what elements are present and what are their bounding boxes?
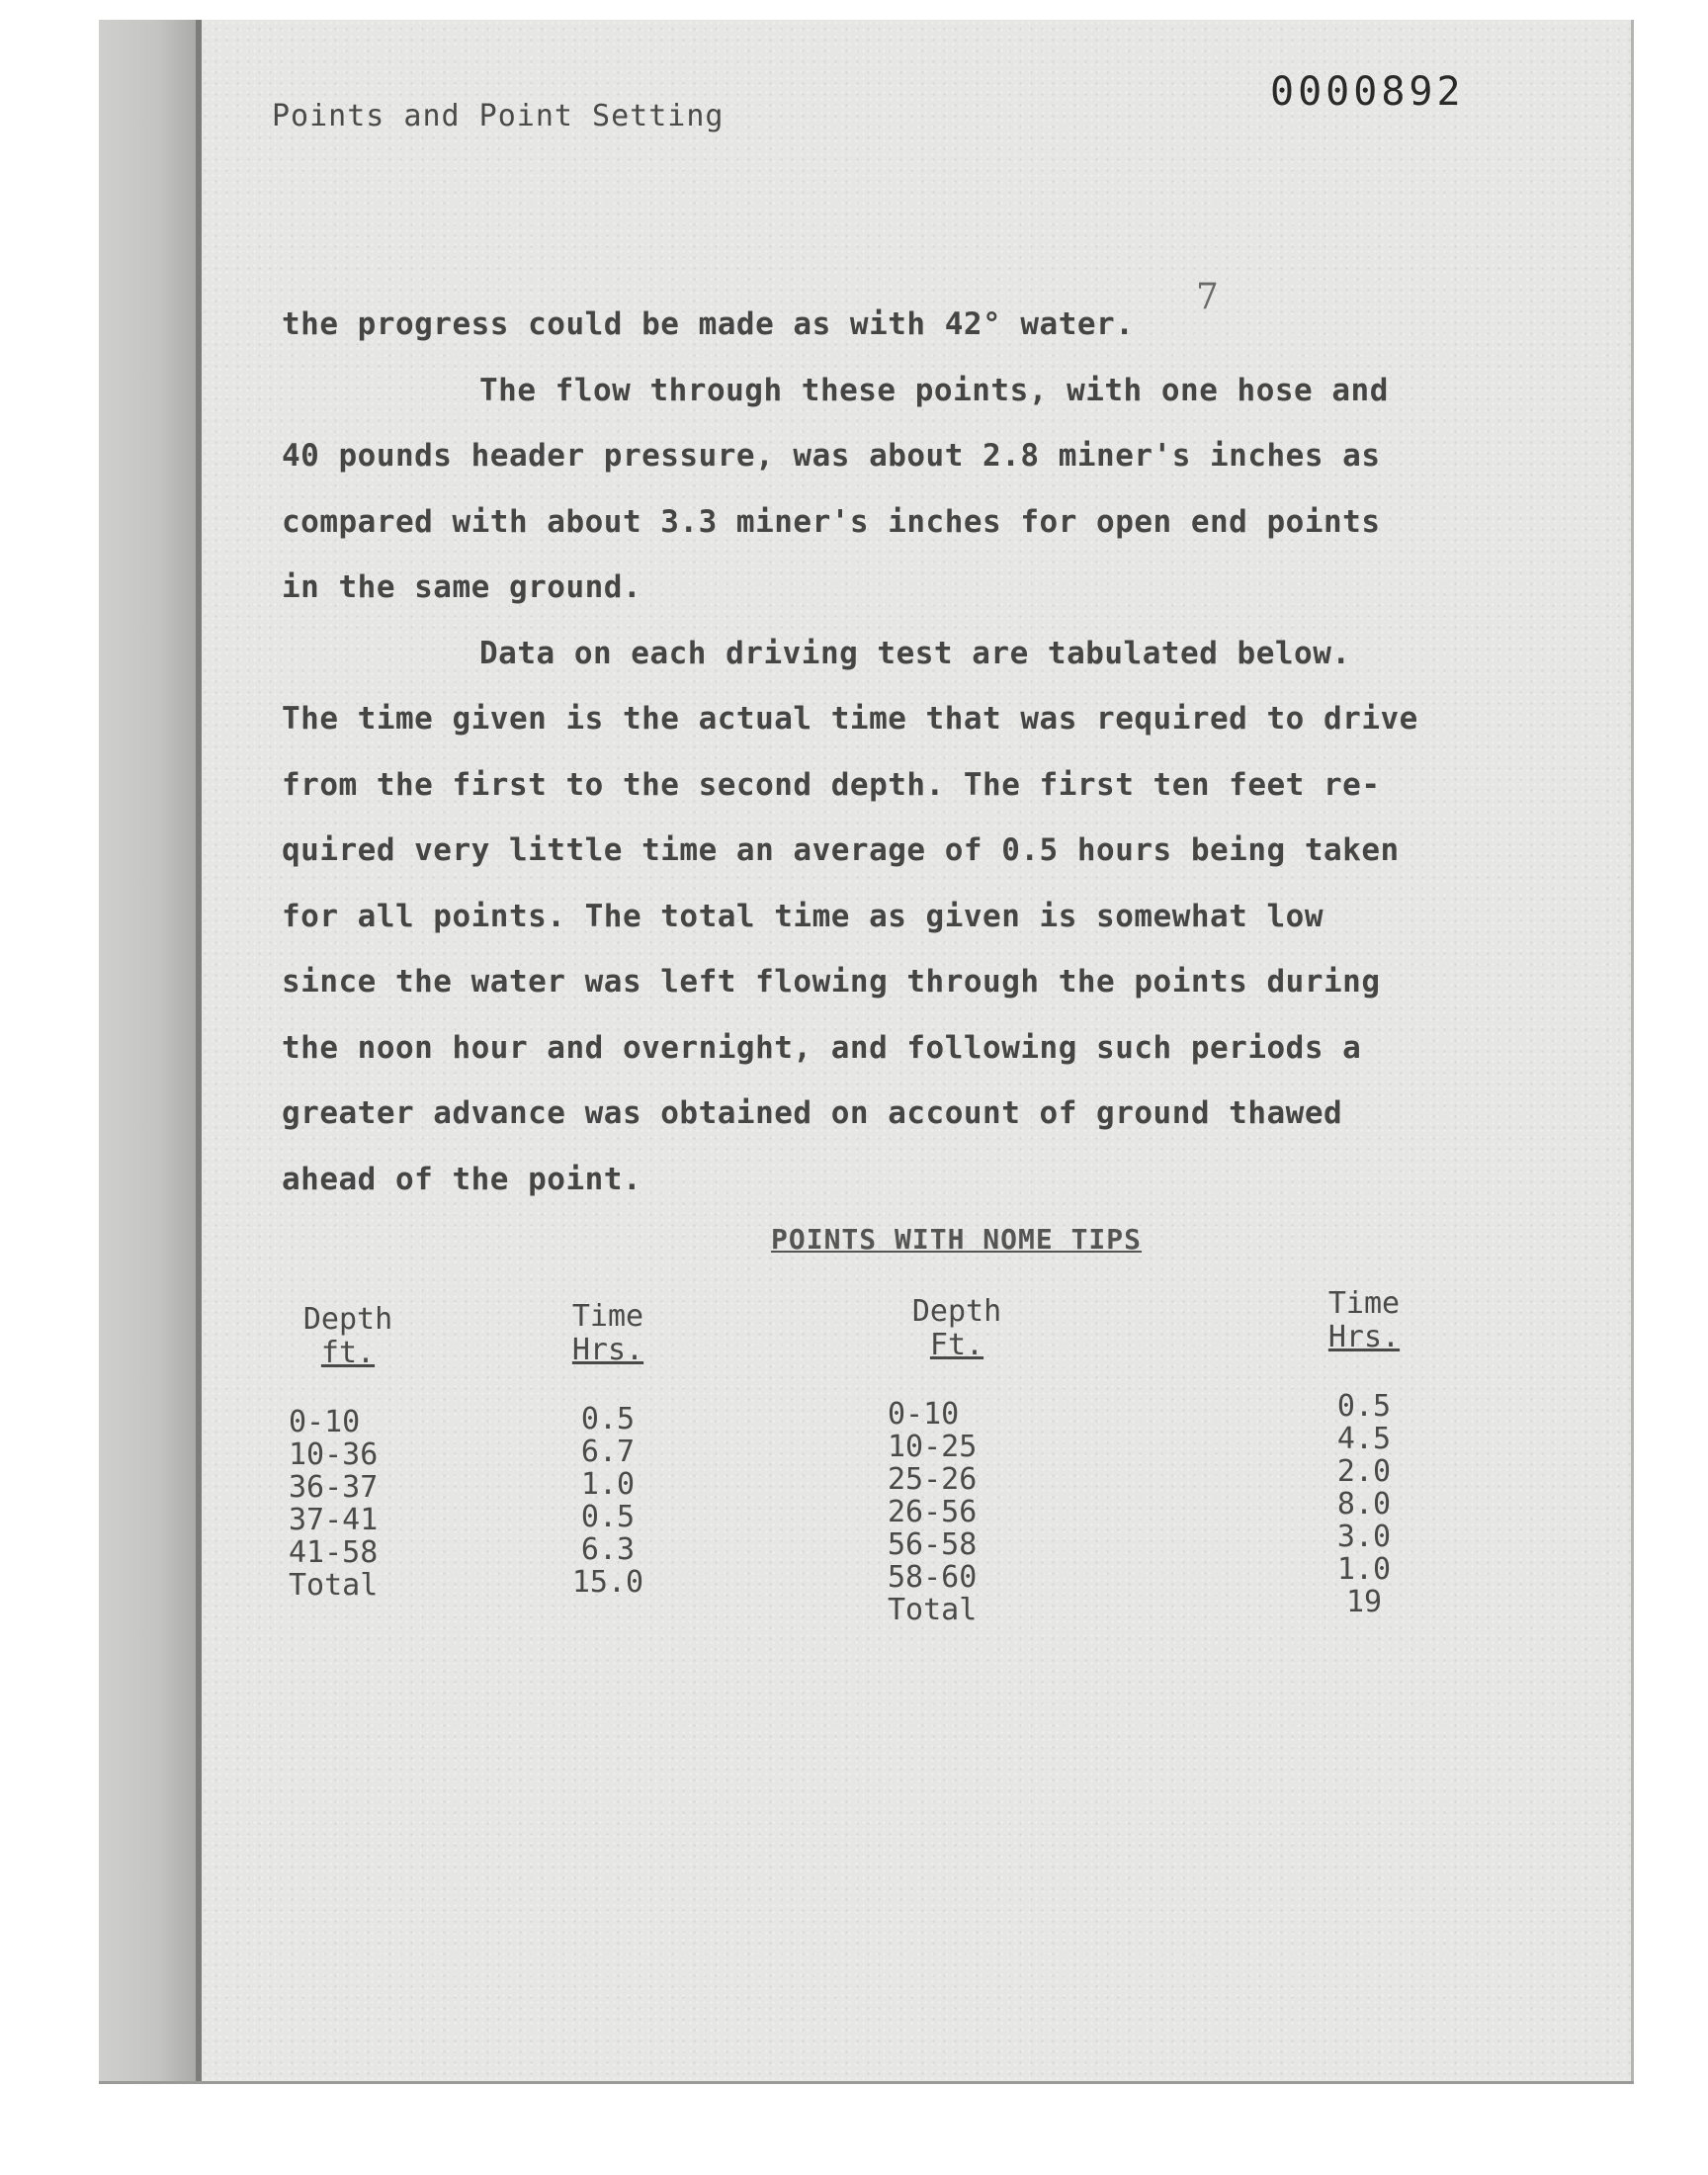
page-bottom-edge [99,2081,1634,2084]
table-cell: 2.0 [1336,1454,1392,1489]
table-cell: 0.5 [580,1402,636,1436]
body-line: the progress could be made as with 42° water. [282,306,1135,342]
column-header: Time [1327,1286,1401,1321]
table-cell: 6.7 [580,1435,636,1469]
table-cell: 1.0 [580,1467,636,1502]
table-cell: 1.0 [1336,1552,1392,1587]
table-cell: 8.0 [1336,1487,1392,1522]
body-line: Data on each driving test are tabulated below. [479,635,1351,671]
body-line: from the first to the second depth. The first ten feet re- [282,766,1381,803]
table-cell: 37-41 [289,1503,379,1537]
table-cell: 58-60 [888,1560,978,1595]
body-line: since the water was left flowing through the points during [282,964,1381,1000]
right-time-column [1305,1287,1423,1618]
table-cell: 56-58 [888,1527,978,1562]
table-cell: 10-25 [888,1430,978,1464]
body-line: ahead of the point. [282,1161,642,1197]
column-header: Depth [911,1294,1002,1329]
table-cell: 36-37 [289,1470,379,1505]
body-line: greater advance was obtained on account of ground thawed [282,1095,1343,1131]
body-paragraphs [282,292,1507,1212]
fold-line [196,20,202,2084]
table-title: POINTS WITH NOME TIPS [771,1223,1143,1256]
page-header-title: Points and Point Setting [272,99,725,133]
table-cell: 4.5 [1336,1422,1392,1456]
table-cell-total: Total [888,1593,978,1627]
table-cell: 25-26 [888,1462,978,1497]
body-line: for all points. The total time as given is somewhat low [282,898,1324,934]
table-cell: 3.0 [1336,1520,1392,1554]
body-line: The flow through these points, with one hose and [479,372,1389,408]
table-cell: 0.5 [580,1500,636,1534]
table-cell-total: 19 [1345,1585,1383,1619]
binding-strip [99,20,198,2084]
column-header-unit: Hrs. [1327,1320,1401,1354]
body-line: in the same ground. [282,569,642,605]
table-cell-total: Total [289,1568,379,1603]
column-header: Time [571,1299,644,1334]
table-cell: 0-10 [289,1405,361,1439]
table-cell-total: 15.0 [571,1565,644,1600]
column-header-unit: ft. [320,1336,376,1370]
table-cell: 0.5 [1336,1389,1392,1424]
body-line: 40 pounds header pressure, was about 2.8 miner's inches as [282,438,1381,474]
table-cell: 10-36 [289,1437,379,1472]
body-line: The time given is the actual time that was required to drive [282,701,1418,737]
right-depth-column [888,1295,1026,1626]
document-number: 0000892 [1270,69,1465,115]
body-line: compared with about 3.3 miner's inches for open end points [282,503,1381,540]
handwritten-mark: 7 [1196,277,1219,317]
table-cell: 26-56 [888,1495,978,1529]
column-header-unit: Ft. [929,1328,984,1362]
page-right-edge [1631,20,1634,2084]
body-line: quired very little time an average of 0.5 hours being taken [282,832,1400,868]
table-cell: 41-58 [289,1535,379,1570]
table-cell: 0-10 [888,1397,960,1432]
table-cell: 6.3 [580,1532,636,1567]
left-depth-column [289,1303,407,1602]
column-header: Depth [302,1302,393,1337]
column-header-unit: Hrs. [571,1333,644,1367]
left-time-column [549,1300,667,1599]
body-line: the noon hour and overnight, and following such periods a [282,1029,1362,1066]
